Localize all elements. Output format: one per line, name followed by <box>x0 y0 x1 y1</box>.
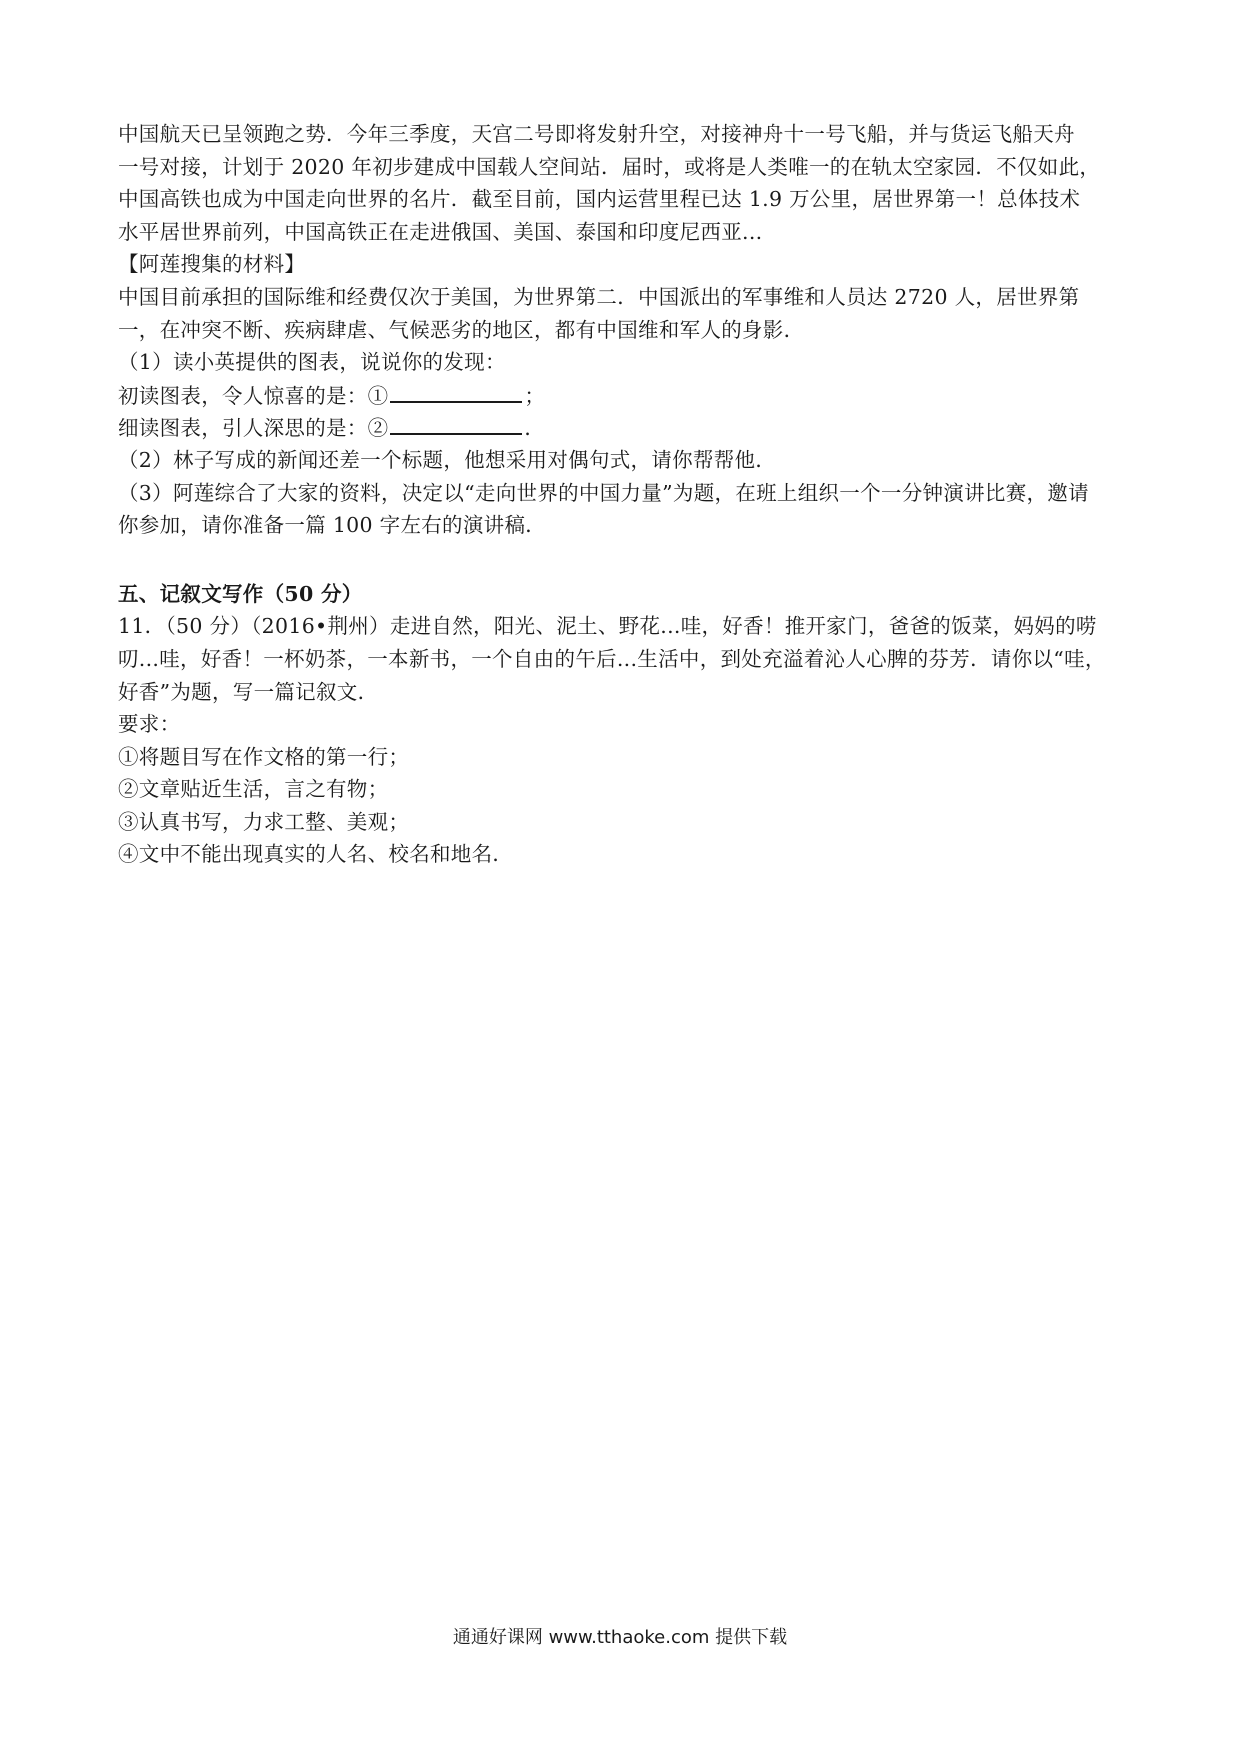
question-1-answer-b <box>118 411 1128 444</box>
requirement-item: ③认真书写，力求工整、美观； <box>118 809 410 834</box>
question-2: （2）林子写成的新闻还差一个标题，他想采用对偶句式，请你帮帮他． <box>118 447 777 472</box>
answer-b-prefix: 细读图表，引人深思的是：② <box>118 416 389 441</box>
page-footer: 通通好课网 www.tthaoke.com 提供下载 <box>452 1627 788 1648</box>
section-gap <box>118 542 1128 578</box>
questions <box>118 346 1128 542</box>
document-body <box>118 118 1128 871</box>
section-heading: 五、记叙文写作（50 分） <box>118 581 363 606</box>
material-b <box>118 248 1128 346</box>
requirement-item: ①将题目写在作文格的第一行； <box>118 744 410 769</box>
question-3-line-2: 你参加，请你准备一篇 100 字左右的演讲稿． <box>118 513 547 538</box>
paragraph-line: 中国目前承担的国际维和经费仅次于美国，为世界第二．中国派出的军事维和人员达 2720 人，居世界第 <box>118 284 1080 309</box>
prompt-line: 好香”为题，写一篇记叙文． <box>118 679 379 704</box>
answer-a-suffix: ； <box>524 383 546 408</box>
answer-blank[interactable] <box>390 411 522 435</box>
section-5 <box>118 578 1128 871</box>
answer-a-prefix: 初读图表，令人惊喜的是：① <box>118 383 389 408</box>
requirement-item: ④文中不能出现真实的人名、校名和地名． <box>118 842 514 867</box>
answer-b-suffix: ． <box>524 416 546 441</box>
question-1: （1）读小英提供的图表，说说你的发现： <box>118 350 506 375</box>
paragraph-line: 水平居世界前列，中国高铁正在走进俄国、美国、泰国和印度尼西亚... <box>118 219 763 244</box>
question-1-answer-a <box>118 379 1128 412</box>
paragraph-line: 一号对接，计划于 2020 年初步建成中国载人空间站．届时，或将是人类唯一的在轨太空家园．不仅如此， <box>118 154 1101 179</box>
paragraph-line: 中国航天已呈领跑之势．今年三季度，天宫二号即将发射升空，对接神舟十一号飞船，并与货运飞船天舟 <box>118 122 1075 146</box>
prompt-line: 11．（50 分）（2016•荆州）走进自然，阳光、泥土、野花...哇，好香！推开家门，爸爸的饭菜，妈妈的唠 <box>118 614 1097 639</box>
question-3-line-1: （3）阿莲综合了大家的资料，决定以“走向世界的中国力量”为题，在班上组织一个一分钟演讲比赛，邀请 <box>118 480 1089 505</box>
material-title: 【阿莲搜集的材料】 <box>118 252 306 277</box>
prompt-line: 叨...哇，好香！一杯奶茶，一本新书，一个自由的午后...生活中，到处充溢着沁人心脾的芬芳．请你以“哇， <box>118 646 1106 671</box>
paragraph-line: 中国高铁也成为中国走向世界的名片．截至目前，国内运营里程已达 1.9 万公里，居世界第一！总体技术 <box>118 187 1081 212</box>
material-a <box>118 118 1128 248</box>
requirements-label: 要求： <box>118 712 181 737</box>
requirement-item: ②文章贴近生活，言之有物； <box>118 777 389 802</box>
answer-blank[interactable] <box>390 379 522 403</box>
paragraph-line: 一，在冲突不断、疾病肆虐、气候恶劣的地区，都有中国维和军人的身影． <box>118 317 805 342</box>
